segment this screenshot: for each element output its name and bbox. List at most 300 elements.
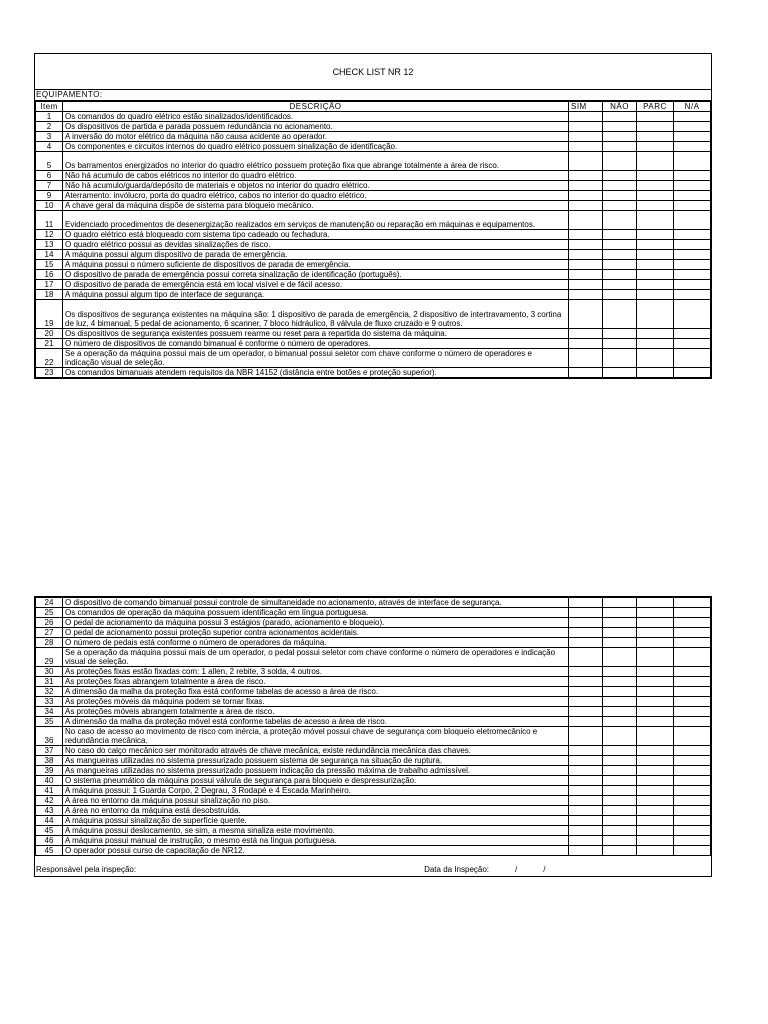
checkbox-cell-na[interactable]: [674, 201, 711, 211]
checkbox-cell-parc[interactable]: [637, 300, 674, 329]
item-description: A dimensão da malha da proteção móvel está conforme tabelas de acesso a área de risco.: [63, 717, 569, 727]
item-number: 17: [36, 280, 63, 290]
item-description: Os barramentos energizados no interior do quadro elétrico possuem proteção fixa que abrange totalmente a área de risco.: [63, 152, 569, 171]
table-header-row: [36, 102, 711, 112]
checkbox-cell-nao[interactable]: [603, 707, 637, 717]
checkbox-cell-parc[interactable]: [637, 628, 674, 638]
table-row: [36, 132, 711, 142]
checkbox-cell-nao[interactable]: [603, 846, 637, 856]
checkbox-cell-sim[interactable]: [569, 132, 603, 142]
item-description: O número de pedais está conforme o número de operadores da máquina.: [63, 638, 569, 648]
item-number: 18: [36, 290, 63, 300]
item-description: O pedal de acionamento possui proteção superior contra acionamentos acidentais.: [63, 628, 569, 638]
checkbox-cell-nao[interactable]: [603, 290, 637, 300]
checkbox-cell-nao[interactable]: [603, 796, 637, 806]
item-number: 46: [36, 836, 63, 846]
checkbox-cell-na[interactable]: [674, 766, 711, 776]
checkbox-cell-na[interactable]: [674, 648, 711, 667]
checkbox-cell-nao[interactable]: [603, 687, 637, 697]
checkbox-cell-sim[interactable]: [569, 667, 603, 677]
checkbox-cell-nao[interactable]: [603, 339, 637, 349]
header-na: N/A: [674, 102, 711, 112]
checkbox-cell-nao[interactable]: [603, 122, 637, 132]
checkbox-cell-sim[interactable]: [569, 142, 603, 152]
item-number: 3: [36, 132, 63, 142]
checkbox-cell-nao[interactable]: [603, 230, 637, 240]
checkbox-cell-parc[interactable]: [637, 142, 674, 152]
checkbox-cell-na[interactable]: [674, 152, 711, 171]
item-number: 5: [36, 152, 63, 171]
checkbox-cell-parc[interactable]: [637, 290, 674, 300]
item-description: O sistema pneumático da máquina possui válvula de segurança para bloqueio e despressurização.: [63, 776, 569, 786]
checkbox-cell-sim[interactable]: [569, 260, 603, 270]
checkbox-cell-na[interactable]: [674, 250, 711, 260]
checkbox-cell-sim[interactable]: [569, 816, 603, 826]
checkbox-cell-nao[interactable]: [603, 240, 637, 250]
checkbox-cell-nao[interactable]: [603, 598, 637, 608]
checklist-table-1: [35, 101, 711, 378]
table-row: [36, 677, 711, 687]
checkbox-cell-na[interactable]: [674, 339, 711, 349]
item-number: 28: [36, 638, 63, 648]
table-row: [36, 142, 711, 152]
checkbox-cell-na[interactable]: [674, 756, 711, 766]
header-item: Item: [36, 102, 63, 112]
table-row: [36, 339, 711, 349]
item-description: A chave geral da máquina dispõe de sistema para bloqueio mecânico.: [63, 201, 569, 211]
checkbox-cell-sim[interactable]: [569, 368, 603, 378]
item-description: As mangueiras utilizadas no sistema pressurizado possuem sistema de segurança na situação de ruptura.: [63, 756, 569, 766]
checkbox-cell-na[interactable]: [674, 181, 711, 191]
inspector-label: Responsável pela inspeção:: [36, 865, 137, 874]
item-description: A área no entorno da máquina está desobstruída.: [63, 806, 569, 816]
checkbox-cell-na[interactable]: [674, 776, 711, 786]
checkbox-cell-na[interactable]: [674, 746, 711, 756]
checkbox-cell-nao[interactable]: [603, 618, 637, 628]
checkbox-cell-na[interactable]: [674, 816, 711, 826]
item-number: 30: [36, 667, 63, 677]
item-number: 29: [36, 648, 63, 667]
item-number: 38: [36, 756, 63, 766]
checkbox-cell-sim[interactable]: [569, 707, 603, 717]
table-row: [36, 191, 711, 201]
table-row: [36, 171, 711, 181]
item-description: O dispositivo de parada de emergência está em local visível e de fácil acesso.: [63, 280, 569, 290]
checkbox-cell-sim[interactable]: [569, 181, 603, 191]
checkbox-cell-sim[interactable]: [569, 339, 603, 349]
checkbox-cell-na[interactable]: [674, 638, 711, 648]
item-number: 13: [36, 240, 63, 250]
item-number: 15: [36, 260, 63, 270]
checkbox-cell-parc[interactable]: [637, 717, 674, 727]
checkbox-cell-sim[interactable]: [569, 687, 603, 697]
item-description: Os dispositivos de segurança existentes na máquina são: 1 dispositivo de parada de emergência, 2 dispositivo de intertravamento, 3 cortina de luz, 4 bimanual, 5 pedal de acionamento, 6 scanner, 7 bloco hidráulico, 8 válvula de fluxo cruzado e 9 outros.: [63, 300, 569, 329]
table-row: [36, 717, 711, 727]
checkbox-cell-parc[interactable]: [637, 191, 674, 201]
checkbox-cell-na[interactable]: [674, 687, 711, 697]
checkbox-cell-nao[interactable]: [603, 201, 637, 211]
table-row: [36, 280, 711, 290]
checkbox-cell-nao[interactable]: [603, 152, 637, 171]
checkbox-cell-sim[interactable]: [569, 796, 603, 806]
item-description: A máquina possui sinalização de superfície quente.: [63, 816, 569, 826]
checkbox-cell-nao[interactable]: [603, 826, 637, 836]
checkbox-cell-parc[interactable]: [637, 816, 674, 826]
checkbox-cell-na[interactable]: [674, 300, 711, 329]
checkbox-cell-sim[interactable]: [569, 270, 603, 280]
item-number: 12: [36, 230, 63, 240]
checkbox-cell-sim[interactable]: [569, 618, 603, 628]
item-description: A máquina possui algum tipo de interface de segurança.: [63, 290, 569, 300]
checkbox-cell-nao[interactable]: [603, 648, 637, 667]
table-row: [36, 201, 711, 211]
checkbox-cell-nao[interactable]: [603, 628, 637, 638]
table-row: [36, 786, 711, 796]
item-description: As mangueiras utilizadas no sistema pressurizado possuem indicação da pressão máxima de trabalho admissível.: [63, 766, 569, 776]
checkbox-cell-parc[interactable]: [637, 786, 674, 796]
table-row: [36, 349, 711, 368]
checkbox-cell-sim[interactable]: [569, 846, 603, 856]
item-number: 45: [36, 846, 63, 856]
checkbox-cell-parc[interactable]: [637, 806, 674, 816]
checkbox-cell-nao[interactable]: [603, 260, 637, 270]
checkbox-cell-sim[interactable]: [569, 191, 603, 201]
checkbox-cell-parc[interactable]: [637, 836, 674, 846]
table-row: [36, 826, 711, 836]
checkbox-cell-nao[interactable]: [603, 181, 637, 191]
checkbox-cell-sim[interactable]: [569, 836, 603, 846]
checkbox-cell-parc[interactable]: [637, 707, 674, 717]
checkbox-cell-na[interactable]: [674, 211, 711, 230]
item-number: 36: [36, 727, 63, 746]
table-row: [36, 776, 711, 786]
checkbox-cell-sim[interactable]: [569, 717, 603, 727]
checkbox-cell-parc[interactable]: [637, 776, 674, 786]
checkbox-cell-parc[interactable]: [637, 250, 674, 260]
checkbox-cell-parc[interactable]: [637, 756, 674, 766]
table-row: [36, 290, 711, 300]
table-row: [36, 766, 711, 776]
checkbox-cell-nao[interactable]: [603, 677, 637, 687]
item-description: A área no entorno da máquina possui sinalização no piso.: [63, 796, 569, 806]
checkbox-cell-nao[interactable]: [603, 717, 637, 727]
table-row: [36, 638, 711, 648]
item-number: 27: [36, 628, 63, 638]
checkbox-cell-sim[interactable]: [569, 697, 603, 707]
checklist-title: CHECK LIST NR 12: [35, 54, 711, 90]
checklist-table-2: [35, 597, 711, 856]
checkbox-cell-parc[interactable]: [637, 677, 674, 687]
checkbox-cell-na[interactable]: [674, 132, 711, 142]
item-description: A máquina possui o número suficiente de dispositivos de parada de emergência.: [63, 260, 569, 270]
checkbox-cell-nao[interactable]: [603, 132, 637, 142]
checkbox-cell-parc[interactable]: [637, 368, 674, 378]
checkbox-cell-parc[interactable]: [637, 112, 674, 122]
checkbox-cell-sim[interactable]: [569, 746, 603, 756]
item-number: 25: [36, 608, 63, 618]
checkbox-cell-na[interactable]: [674, 349, 711, 368]
checkbox-cell-na[interactable]: [674, 618, 711, 628]
checkbox-cell-parc[interactable]: [637, 260, 674, 270]
checkbox-cell-parc[interactable]: [637, 211, 674, 230]
item-description: Os comandos de operação da máquina possuem identificação em língua portuguesa.: [63, 608, 569, 618]
inspection-footer: [35, 856, 711, 876]
checkbox-cell-sim[interactable]: [569, 240, 603, 250]
checkbox-cell-sim[interactable]: [569, 329, 603, 339]
checkbox-cell-nao[interactable]: [603, 349, 637, 368]
checkbox-cell-nao[interactable]: [603, 329, 637, 339]
checkbox-cell-parc[interactable]: [637, 201, 674, 211]
checkbox-cell-parc[interactable]: [637, 766, 674, 776]
checkbox-cell-sim[interactable]: [569, 598, 603, 608]
inspection-date-label: Data da Inspeção:: [424, 865, 490, 874]
checkbox-cell-na[interactable]: [674, 727, 711, 746]
item-number: 37: [36, 746, 63, 756]
checkbox-cell-sim[interactable]: [569, 638, 603, 648]
checkbox-cell-sim[interactable]: [569, 300, 603, 329]
table-row: [36, 796, 711, 806]
date-separator: /: [515, 865, 518, 874]
checkbox-cell-na[interactable]: [674, 786, 711, 796]
checkbox-cell-na[interactable]: [674, 608, 711, 618]
checkbox-cell-na[interactable]: [674, 112, 711, 122]
checkbox-cell-na[interactable]: [674, 826, 711, 836]
item-description: Evidenciado procedimentos de desenergização realizados em serviços de manutenção ou reparação em máquinas e equipamentos.: [63, 211, 569, 230]
checkbox-cell-parc[interactable]: [637, 329, 674, 339]
item-description: A máquina possui: 1 Guarda Corpo, 2 Degrau, 3 Rodapé e 4 Escada Marinheiro.: [63, 786, 569, 796]
checkbox-cell-sim[interactable]: [569, 230, 603, 240]
item-number: 33: [36, 697, 63, 707]
checkbox-cell-sim[interactable]: [569, 727, 603, 746]
checkbox-cell-nao[interactable]: [603, 776, 637, 786]
checkbox-cell-parc[interactable]: [637, 349, 674, 368]
table-row: [36, 727, 711, 746]
item-number: 24: [36, 598, 63, 608]
checkbox-cell-nao[interactable]: [603, 806, 637, 816]
checkbox-cell-nao[interactable]: [603, 211, 637, 230]
item-number: 23: [36, 368, 63, 378]
checkbox-cell-sim[interactable]: [569, 211, 603, 230]
checkbox-cell-na[interactable]: [674, 846, 711, 856]
checkbox-cell-parc[interactable]: [637, 648, 674, 667]
item-number: 21: [36, 339, 63, 349]
checkbox-cell-sim[interactable]: [569, 608, 603, 618]
checkbox-cell-sim[interactable]: [569, 826, 603, 836]
checkbox-cell-sim[interactable]: [569, 152, 603, 171]
checkbox-cell-na[interactable]: [674, 697, 711, 707]
checkbox-cell-na[interactable]: [674, 836, 711, 846]
checkbox-cell-parc[interactable]: [637, 796, 674, 806]
item-number: 6: [36, 171, 63, 181]
checkbox-cell-parc[interactable]: [637, 697, 674, 707]
checkbox-cell-na[interactable]: [674, 230, 711, 240]
item-description: O quadro elétrico está bloqueado com sistema tipo cadeado ou fechadura.: [63, 230, 569, 240]
checkbox-cell-nao[interactable]: [603, 280, 637, 290]
checkbox-cell-sim[interactable]: [569, 628, 603, 638]
table-row: [36, 816, 711, 826]
checkbox-cell-nao[interactable]: [603, 727, 637, 746]
checkbox-cell-parc[interactable]: [637, 727, 674, 746]
checkbox-cell-sim[interactable]: [569, 250, 603, 260]
checkbox-cell-parc[interactable]: [637, 826, 674, 836]
item-number: 9: [36, 191, 63, 201]
table-row: [36, 598, 711, 608]
checkbox-cell-na[interactable]: [674, 270, 711, 280]
checkbox-cell-nao[interactable]: [603, 638, 637, 648]
header-description: DESCRIÇÃO: [63, 102, 569, 112]
table-row: [36, 628, 711, 638]
checkbox-cell-parc[interactable]: [637, 846, 674, 856]
item-description: O dispositivo de parada de emergência possui correta sinalização de identificação (português).: [63, 270, 569, 280]
table-row: [36, 270, 711, 280]
item-number: 7: [36, 181, 63, 191]
checkbox-cell-na[interactable]: [674, 171, 711, 181]
checkbox-cell-nao[interactable]: [603, 766, 637, 776]
checkbox-cell-nao[interactable]: [603, 191, 637, 201]
checkbox-cell-parc[interactable]: [637, 687, 674, 697]
checkbox-cell-sim[interactable]: [569, 112, 603, 122]
checkbox-cell-nao[interactable]: [603, 171, 637, 181]
checkbox-cell-sim[interactable]: [569, 766, 603, 776]
item-description: Os componentes e circuitos internos do quadro elétrico possuem sinalização de identificação.: [63, 142, 569, 152]
item-number: 16: [36, 270, 63, 280]
checkbox-cell-nao[interactable]: [603, 112, 637, 122]
checklist-block-2: [34, 596, 712, 877]
checkbox-cell-na[interactable]: [674, 677, 711, 687]
checkbox-cell-sim[interactable]: [569, 806, 603, 816]
checkbox-cell-na[interactable]: [674, 707, 711, 717]
checkbox-cell-parc[interactable]: [637, 132, 674, 142]
item-number: 11: [36, 211, 63, 230]
checkbox-cell-na[interactable]: [674, 667, 711, 677]
checkbox-cell-sim[interactable]: [569, 648, 603, 667]
checkbox-cell-parc[interactable]: [637, 667, 674, 677]
table-row: [36, 836, 711, 846]
checkbox-cell-parc[interactable]: [637, 618, 674, 628]
checkbox-cell-sim[interactable]: [569, 756, 603, 766]
checkbox-cell-sim[interactable]: [569, 201, 603, 211]
table-row: [36, 667, 711, 677]
checkbox-cell-nao[interactable]: [603, 368, 637, 378]
item-description: Se a operação da máquina possui mais de um operador, o bimanual possui seletor com chave conforme o número de operadores e indicação visual de seleção.: [63, 349, 569, 368]
header-nao: NÃO: [603, 102, 637, 112]
checkbox-cell-nao[interactable]: [603, 667, 637, 677]
checkbox-cell-na[interactable]: [674, 796, 711, 806]
item-description: No caso de acesso ao movimento de risco com inércia, a proteção móvel possui chave de segurança com bloqueio eletromecânico e redundância mecânica.: [63, 727, 569, 746]
checkbox-cell-nao[interactable]: [603, 300, 637, 329]
checkbox-cell-sim[interactable]: [569, 122, 603, 132]
table-row: [36, 260, 711, 270]
checkbox-cell-na[interactable]: [674, 290, 711, 300]
checkbox-cell-parc[interactable]: [637, 181, 674, 191]
table-row: [36, 240, 711, 250]
checkbox-cell-na[interactable]: [674, 280, 711, 290]
date-separator: /: [543, 865, 546, 874]
table-row: [36, 230, 711, 240]
item-description: A máquina possui deslocamento, se sim, a mesma sinaliza este movimento.: [63, 826, 569, 836]
table-row: [36, 152, 711, 171]
checkbox-cell-nao[interactable]: [603, 786, 637, 796]
checkbox-cell-nao[interactable]: [603, 756, 637, 766]
checkbox-cell-na[interactable]: [674, 717, 711, 727]
checkbox-cell-parc[interactable]: [637, 746, 674, 756]
checkbox-cell-parc[interactable]: [637, 230, 674, 240]
checkbox-cell-na[interactable]: [674, 806, 711, 816]
checkbox-cell-parc[interactable]: [637, 171, 674, 181]
checkbox-cell-na[interactable]: [674, 142, 711, 152]
item-number: 22: [36, 349, 63, 368]
item-description: Os comandos bimanuais atendem requisitos da NBR 14152 (distância entre botões e proteção superior).: [63, 368, 569, 378]
checkbox-cell-na[interactable]: [674, 122, 711, 132]
item-description: No caso do calço mecânico ser monitorado através de chave mecânica, existe redundância mecânica das chaves.: [63, 746, 569, 756]
checkbox-cell-na[interactable]: [674, 598, 711, 608]
item-number: 40: [36, 776, 63, 786]
checkbox-cell-parc[interactable]: [637, 638, 674, 648]
item-description: Os comandos do quadro elétrico estão sinalizados/identificados.: [63, 112, 569, 122]
table-row: [36, 648, 711, 667]
item-description: Se a operação da máquina possui mais de um operador, o pedal possui seletor com chave conforme o número de operadores e indicação visual de seleção.: [63, 648, 569, 667]
table-row: [36, 368, 711, 378]
checkbox-cell-nao[interactable]: [603, 697, 637, 707]
table-row: [36, 846, 711, 856]
checkbox-cell-parc[interactable]: [637, 598, 674, 608]
checkbox-cell-parc[interactable]: [637, 270, 674, 280]
checkbox-cell-parc[interactable]: [637, 122, 674, 132]
checkbox-cell-na[interactable]: [674, 368, 711, 378]
item-description: Os dispositivos de segurança existentes possuem rearme ou reset para a repartida do sistema da máquina.: [63, 329, 569, 339]
table-row: [36, 250, 711, 260]
table-row: [36, 181, 711, 191]
item-number: 41: [36, 786, 63, 796]
checkbox-cell-nao[interactable]: [603, 608, 637, 618]
checkbox-cell-nao[interactable]: [603, 816, 637, 826]
item-number: 26: [36, 618, 63, 628]
item-number: 39: [36, 766, 63, 776]
table-row: [36, 112, 711, 122]
checkbox-cell-parc[interactable]: [637, 240, 674, 250]
checkbox-cell-na[interactable]: [674, 191, 711, 201]
checkbox-cell-na[interactable]: [674, 260, 711, 270]
checkbox-cell-sim[interactable]: [569, 677, 603, 687]
checkbox-cell-sim[interactable]: [569, 786, 603, 796]
equipment-label: EQUIPAMENTO:: [35, 90, 711, 101]
checkbox-cell-parc[interactable]: [637, 339, 674, 349]
checkbox-cell-sim[interactable]: [569, 171, 603, 181]
checkbox-cell-nao[interactable]: [603, 746, 637, 756]
item-description: As proteções móveis abrangem totalmente a área de risco.: [63, 707, 569, 717]
checkbox-cell-na[interactable]: [674, 329, 711, 339]
item-description: A dimensão da malha da proteção fixa está conforme tabelas de acesso a área de risco.: [63, 687, 569, 697]
item-description: O pedal de acionamento da máquina possui 3 estágios (parado, acionamento e bloqueio).: [63, 618, 569, 628]
item-number: 32: [36, 687, 63, 697]
checkbox-cell-sim[interactable]: [569, 290, 603, 300]
checkbox-cell-na[interactable]: [674, 628, 711, 638]
checkbox-cell-sim[interactable]: [569, 349, 603, 368]
item-description: A inversão do motor elétrico da máquina não causa acidente ao operador.: [63, 132, 569, 142]
checkbox-cell-nao[interactable]: [603, 250, 637, 260]
checkbox-cell-parc[interactable]: [637, 152, 674, 171]
checkbox-cell-parc[interactable]: [637, 280, 674, 290]
checkbox-cell-nao[interactable]: [603, 270, 637, 280]
item-number: 34: [36, 707, 63, 717]
checkbox-cell-nao[interactable]: [603, 836, 637, 846]
checkbox-cell-parc[interactable]: [637, 608, 674, 618]
table-row: [36, 756, 711, 766]
checkbox-cell-sim[interactable]: [569, 280, 603, 290]
checkbox-cell-nao[interactable]: [603, 142, 637, 152]
checkbox-cell-na[interactable]: [674, 240, 711, 250]
checkbox-cell-sim[interactable]: [569, 776, 603, 786]
